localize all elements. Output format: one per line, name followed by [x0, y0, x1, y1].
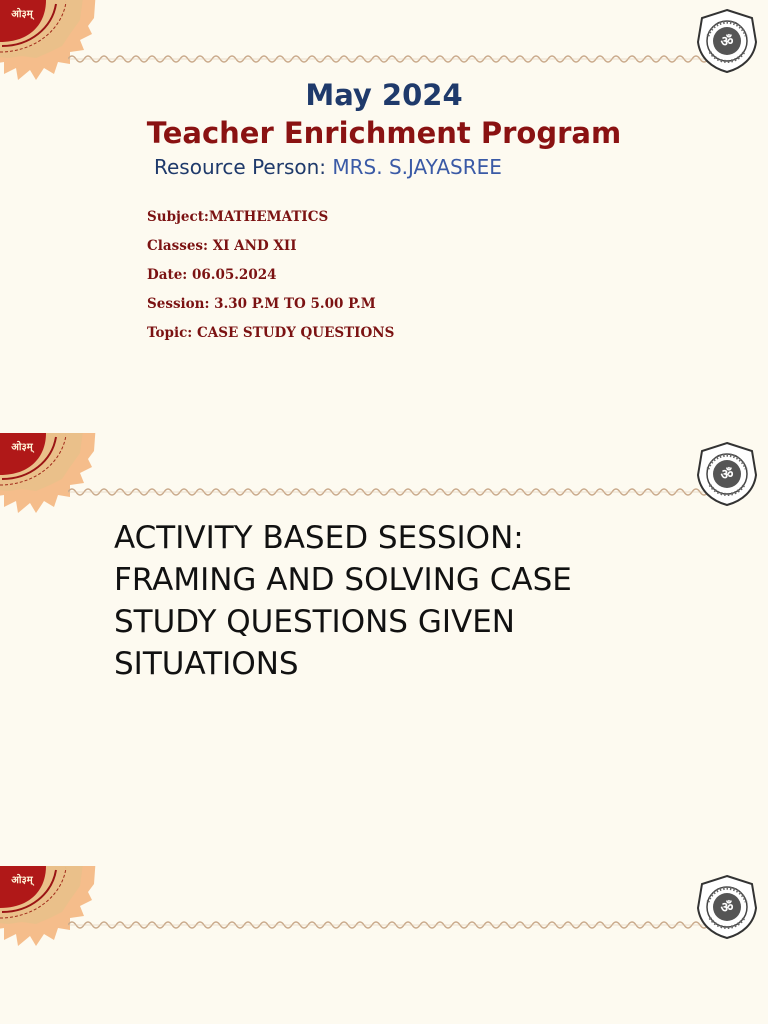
slide-2	[0, 433, 768, 866]
decorative-border	[68, 918, 708, 932]
sun-emblem-icon	[0, 0, 96, 90]
detail-session: Session: 3.30 P.M TO 5.00 P.M	[147, 296, 376, 312]
decorative-border	[68, 52, 708, 66]
session-heading-line: FRAMING AND SOLVING CASE	[114, 562, 572, 598]
session-heading-line: SITUATIONS	[114, 646, 299, 682]
emblem-text: ओ३म्	[11, 9, 33, 20]
svg-text:ॐ: ॐ	[720, 34, 734, 50]
svg-text:ॐ: ॐ	[720, 467, 734, 483]
slide-title-program: Teacher Enrichment Program	[146, 116, 622, 150]
school-seal-icon	[694, 874, 760, 940]
school-seal-icon	[694, 8, 760, 74]
resource-person-label: Resource Person:	[154, 155, 327, 179]
session-heading-line: ACTIVITY BASED SESSION:	[114, 520, 524, 556]
emblem-text: ओ३म्	[11, 442, 33, 453]
slide-title-month: May 2024	[305, 78, 463, 112]
sun-emblem-icon	[0, 433, 96, 523]
detail-subject: Subject:MATHEMATICS	[147, 209, 329, 225]
emblem-text: ओ३म्	[11, 875, 33, 886]
session-heading	[114, 517, 714, 685]
session-details	[147, 207, 394, 352]
resource-person	[154, 155, 502, 179]
detail-classes: Classes: XI AND XII	[147, 238, 297, 254]
sun-emblem-icon	[0, 866, 96, 956]
resource-person-name: MRS. S.JAYASREE	[332, 155, 502, 179]
slide-3	[0, 866, 768, 1024]
session-heading-line: STUDY QUESTIONS GIVEN	[114, 604, 515, 640]
svg-text:ॐ: ॐ	[720, 900, 734, 916]
detail-topic: Topic: CASE STUDY QUESTIONS	[147, 325, 395, 341]
slide-1	[0, 0, 768, 433]
decorative-border	[68, 485, 708, 499]
school-seal-icon	[694, 441, 760, 507]
detail-date: Date: 06.05.2024	[147, 267, 277, 283]
